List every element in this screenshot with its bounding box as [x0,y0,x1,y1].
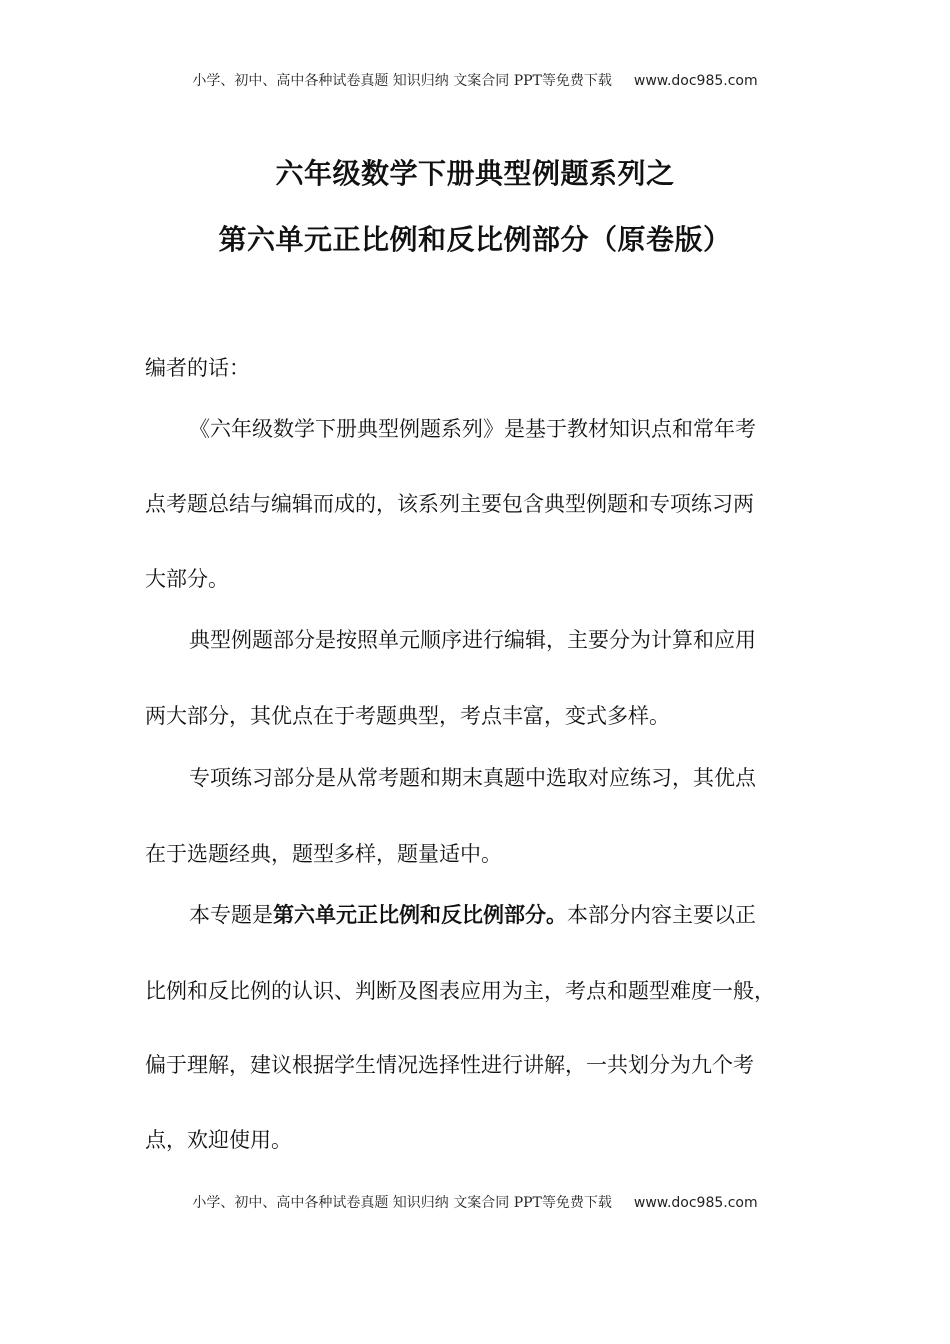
paragraph-1-line-2: 点考题总结与编辑而成的，该系列主要包含典型例题和专项练习两 [145,492,754,516]
paragraph-4-prefix: 本专题是 [189,903,273,927]
paragraph-4-topic-bold: 第六单元正比例和反比例部分。 [273,903,567,927]
document-title-line-2: 第六单元正比例和反比例部分（原卷版） [218,223,732,256]
header-site-link[interactable]: www.doc985.com [633,73,758,89]
intro-label: 编者的话： [145,356,250,380]
paragraph-4-line-3: 偏于理解，建议根据学生情况选择性进行讲解，一共划分为九个考 [145,1053,754,1077]
page-footer [0,1192,950,1212]
paragraph-3-line-1: 专项练习部分是从常考题和期末真题中选取对应练习，其优点 [189,766,756,790]
paragraph-3-line-2: 在于选题经典，题型多样，题量适中。 [145,842,502,866]
paragraph-4-line-4: 点，欢迎使用。 [145,1128,292,1152]
header-text: 小学、初中、高中各种试卷真题 知识归纳 文案合同 PPT等免费下载 [192,73,612,89]
paragraph-2-line-2: 两大部分，其优点在于考题典型，考点丰富，变式多样。 [145,704,670,728]
paragraph-2-line-1: 典型例题部分是按照单元顺序进行编辑，主要分为计算和应用 [189,628,756,652]
paragraph-1-line-3: 大部分。 [145,567,229,591]
footer-site-link[interactable]: www.doc985.com [633,1195,758,1211]
paragraph-4-suffix: 本部分内容主要以正 [567,903,756,927]
paragraph-4-line-1 [189,899,849,929]
document-title-line-1: 六年级数学下册典型例题系列之 [275,157,675,190]
page-header [0,70,950,90]
paragraph-4-line-2: 比例和反比例的认识、判断及图表应用为主，考点和题型难度一般， [145,979,775,1003]
paragraph-1-line-1: 《六年级数学下册典型例题系列》是基于教材知识点和常年考 [189,417,756,441]
footer-text: 小学、初中、高中各种试卷真题 知识归纳 文案合同 PPT等免费下载 [192,1195,612,1211]
